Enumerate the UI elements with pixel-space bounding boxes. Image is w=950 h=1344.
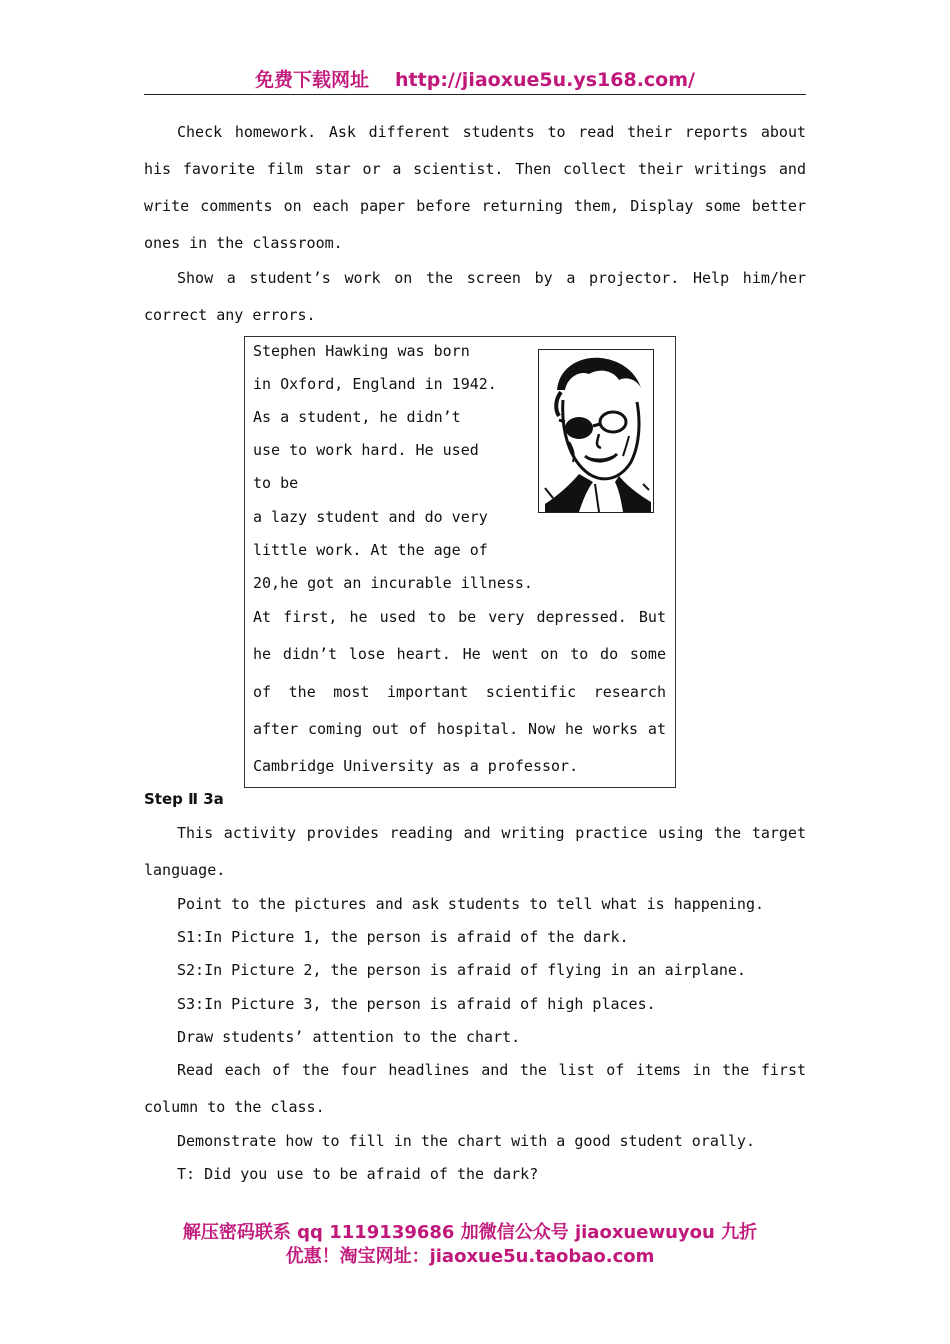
s1-line: S1:In Picture 1, the person is afraid of the dark. [177,928,629,946]
chart-attention-line: Draw students’ attention to the chart. [177,1028,521,1046]
box-line: in Oxford, England in 1942. [253,375,497,393]
box-line: 20,he got an incurable illness. [253,574,533,592]
step-heading: Step Ⅱ 3a [144,790,224,808]
header-title: 免费下载网址 [255,69,370,91]
box-line: As a student, he didn’t [253,408,461,426]
page-header [144,66,806,95]
point-paragraph: Point to the pictures and ask students to tell what is happening. [177,895,764,913]
header-url[interactable]: http://jiaoxue5u.ys168.com/ [395,69,695,91]
box-line: a lazy student and do very [253,508,488,526]
footer-line-1: 解压密码联系 qq 1119139686 加微信公众号 jiaoxuewuyou 九折 [182,1222,758,1243]
box-line: little work. At the age of [253,541,488,559]
footer-line-2: 优惠！淘宝网址：jiaoxue5u.taobao.com [285,1246,655,1267]
s3-line: S3:In Picture 3, the person is afraid of high places. [177,995,656,1013]
hawking-portrait-image [538,349,654,513]
teacher-question: T: Did you use to be afraid of the dark? [177,1165,539,1183]
box-paragraph: At first, he used to be very depressed. But he didn’t lose heart. He went on to do some of the most important scientific research after coming out of hospital. Now he works at Cambridge University as a professor. [253,608,666,776]
homework-paragraph: Check homework. Ask different students to read their reports about his favorite film star or a scientist. Then collect their writings and write comments on each paper before returning them, Display some better ones in the classroom. [144,123,806,252]
headlines-paragraph: Read each of the four headlines and the list of items in the first column to the class. [144,1061,806,1116]
box-line: Stephen Hawking was born [253,342,470,360]
demonstrate-line: Demonstrate how to fill in the chart with a good student orally. [177,1132,755,1150]
activity-paragraph: This activity provides reading and writing practice using the target language. [144,824,806,879]
student-work-box [244,336,676,788]
projector-paragraph: Show a student’s work on the screen by a projector. Help him/her correct any errors. [144,269,806,324]
s2-line: S2:In Picture 2, the person is afraid of flying in an airplane. [177,961,746,979]
box-line: to be [253,474,299,492]
box-line: use to work hard. He used [253,441,479,459]
